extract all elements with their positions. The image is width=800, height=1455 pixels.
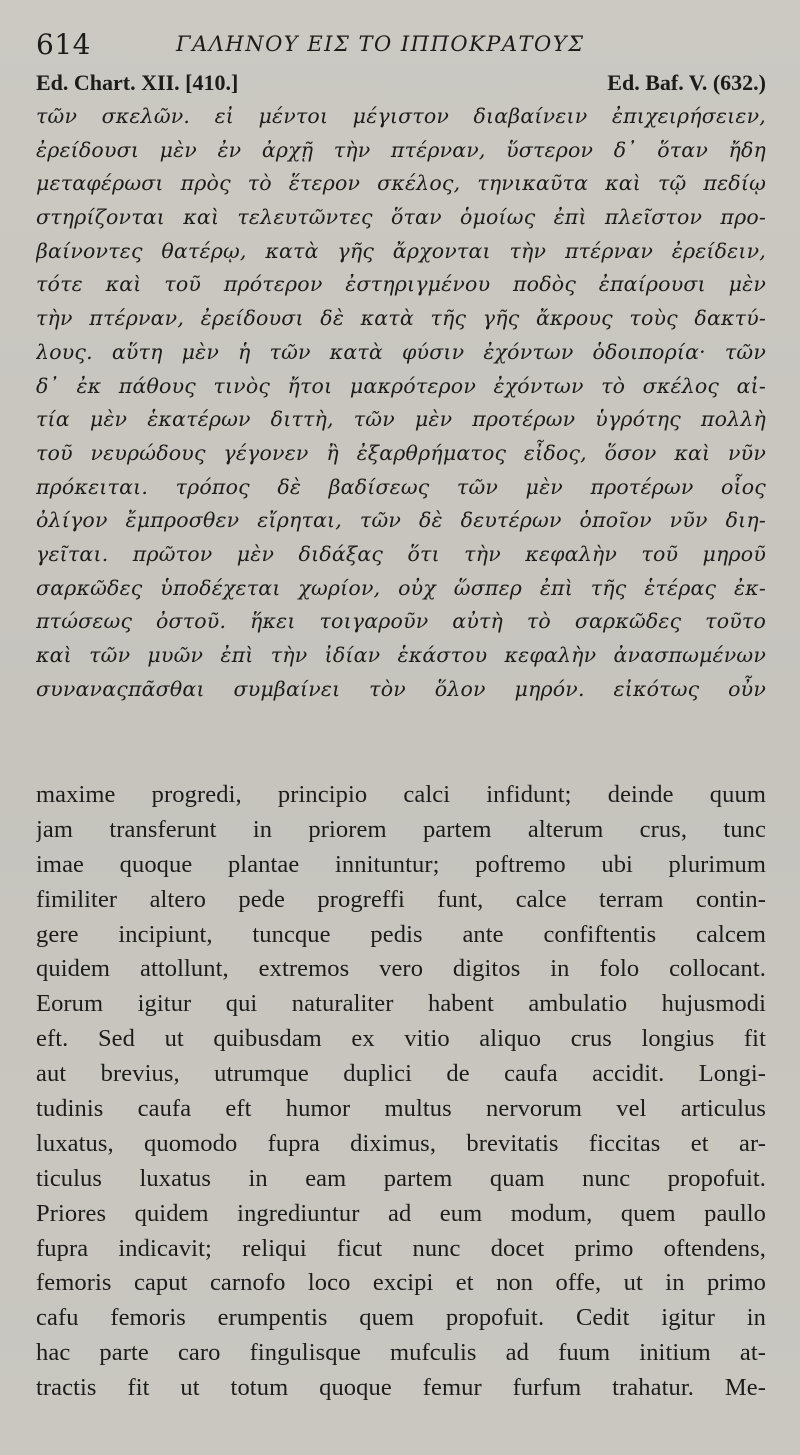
latin-text-line: imae quoque plantae innituntur; poftremo ubi plurimum xyxy=(36,850,766,878)
latin-text-line: quidem attollunt, extremos vero digitos in folo collocant. xyxy=(36,955,766,983)
latin-text-line: aut brevius, utrumque duplici de caufa accidit. Longi- xyxy=(36,1060,766,1088)
latin-text-line: cafu femoris erumpentis quem propofuit. Cedit igitur in xyxy=(36,1304,766,1332)
latin-text-line: Eorum igitur qui naturaliter habent ambulatio hujusmodi xyxy=(36,990,766,1018)
greek-text-line: γεῖται. πρῶτον μὲν διδάξας ὅτι τὴν κεφαλὴν τοῦ μηροῦ xyxy=(36,541,766,566)
greek-text-line: καὶ τῶν μυῶν ἐπὶ τὴν ἰδίαν ἑκάστου κεφαλὴν ἀνασπωμένων xyxy=(36,643,766,667)
latin-text-line: eft. Sed ut quibusdam ex vitio aliquo crus longius fit xyxy=(36,1025,766,1053)
greek-text-line: τὴν πτέρναν, ἐρείδουσι δὲ κατὰ τῆς γῆς ἄκρους τοὺς δακτύ- xyxy=(36,306,766,331)
page-number: 614 xyxy=(36,28,91,61)
latin-text-line: femoris caput carnofo loco excipi et non offe, ut in primo xyxy=(36,1269,766,1297)
latin-text-line: fimiliter altero pede progreffi funt, calce terram contin- xyxy=(36,885,766,913)
latin-text-line: ticulus luxatus in eam partem quam nunc propofuit. xyxy=(36,1164,766,1192)
latin-text-line: hac parte caro fingulisque mufculis ad fuum initium at- xyxy=(36,1339,766,1367)
greek-text-line: πτώσεως ὀστοῦ. ἥκει τοιγαροῦν αὐτὴ τὸ σαρκῶδες τοῦτο xyxy=(36,609,766,634)
edition-reference-left: Ed. Chart. XII. [410.] xyxy=(36,70,239,95)
greek-text-line: ἐρείδουσι μὲν ἐν ἀρχῇ τὴν πτέρναν, ὕστερον δ᾽ ὅταν ἤδη xyxy=(36,137,766,162)
latin-text-line: tudinis caufa eft humor multus nervorum vel articulus xyxy=(36,1095,766,1123)
greek-text-line: ὀλίγον ἔμπροσθεν εἴρηται, τῶν δὲ δευτέρων ὁποῖον νῦν διη- xyxy=(36,508,766,533)
greek-text-line: δ᾽ ἐκ πάθους τινὸς ἤτοι μακρότερον ἐχόντων τὸ σκέλος αἰ- xyxy=(36,373,766,398)
latin-text-line: maxime progredi, principio calci infidunt; deinde quum xyxy=(36,781,766,808)
latin-text-line: Priores quidem ingrediuntur ad eum modum, quem paullo xyxy=(36,1199,766,1227)
edition-reference-line xyxy=(36,70,766,98)
latin-text-line: fupra indicavit; reliqui ficut nunc docet primo oftendens, xyxy=(36,1234,766,1262)
latin-text-line: tractis fit ut totum quoque femur furfum trahatur. Me- xyxy=(36,1374,766,1402)
greek-text-line: σαρκῶδες ὑποδέχεται χωρίον, οὐχ ὥσπερ ἐπὶ τῆς ἑτέρας ἐκ- xyxy=(36,575,766,600)
running-title: ΓΑΛΗΝΟΥ ΕΙΣ ΤΟ ΙΠΠΟΚΡΑΤΟΥΣ xyxy=(176,32,585,56)
greek-text-line: λους. αὕτη μὲν ἡ τῶν κατὰ φύσιν ἐχόντων ὁδοιπορία· τῶν xyxy=(36,339,766,364)
latin-text-line: jam transferunt in priorem partem alterum crus, tunc xyxy=(36,815,766,843)
greek-text-line: συναναςπᾶσθαι συμβαίνει τὸν ὅλον μηρόν. εἰκότως οὖν xyxy=(36,676,766,701)
latin-text-line: gere incipiunt, tuncque pedis ante confiftentis calcem xyxy=(36,920,766,948)
greek-text-line: βαίνοντες θατέρῳ, κατὰ γῆς ἄρχονται τὴν πτέρναν ἐρείδειν, xyxy=(36,238,766,263)
running-header xyxy=(36,26,764,66)
greek-text-line: τῶν σκελῶν. εἰ μέντοι μέγιστον διαβαίνειν ἐπιχειρήσειεν, xyxy=(36,104,766,128)
latin-text-line: luxatus, quomodo fupra diximus, brevitatis ficcitas et ar- xyxy=(36,1129,766,1157)
latin-text-block xyxy=(36,778,766,1406)
greek-text-line: τότε καὶ τοῦ πρότερον ἐστηριγμένου ποδὸς ἐπαίρουσι μὲν xyxy=(36,272,766,297)
greek-text-line: τοῦ νευρώδους γέγονεν ἢ ἐξαρθρήματος εἶδος, ὅσον καὶ νῦν xyxy=(36,440,766,465)
greek-text-block xyxy=(36,100,766,706)
greek-text-line: πρόκειται. τρόπος δὲ βαδίσεως τῶν μὲν προτέρων οἷος xyxy=(36,474,766,499)
greek-text-line: τία μὲν ἑκατέρων διττὴ, τῶν μὲν προτέρων ὑγρότης πολλὴ xyxy=(36,407,766,432)
greek-text-line: στηρίζονται καὶ τελευτῶντες ὅταν ὁμοίως ἐπὶ πλεῖστον προ- xyxy=(36,205,766,230)
edition-reference-right: Ed. Baf. V. (632.) xyxy=(607,70,766,95)
greek-text-line: μεταφέρωσι πρὸς τὸ ἕτερον σκέλος, τηνικαῦτα καὶ τῷ πεδίῳ xyxy=(36,171,766,196)
